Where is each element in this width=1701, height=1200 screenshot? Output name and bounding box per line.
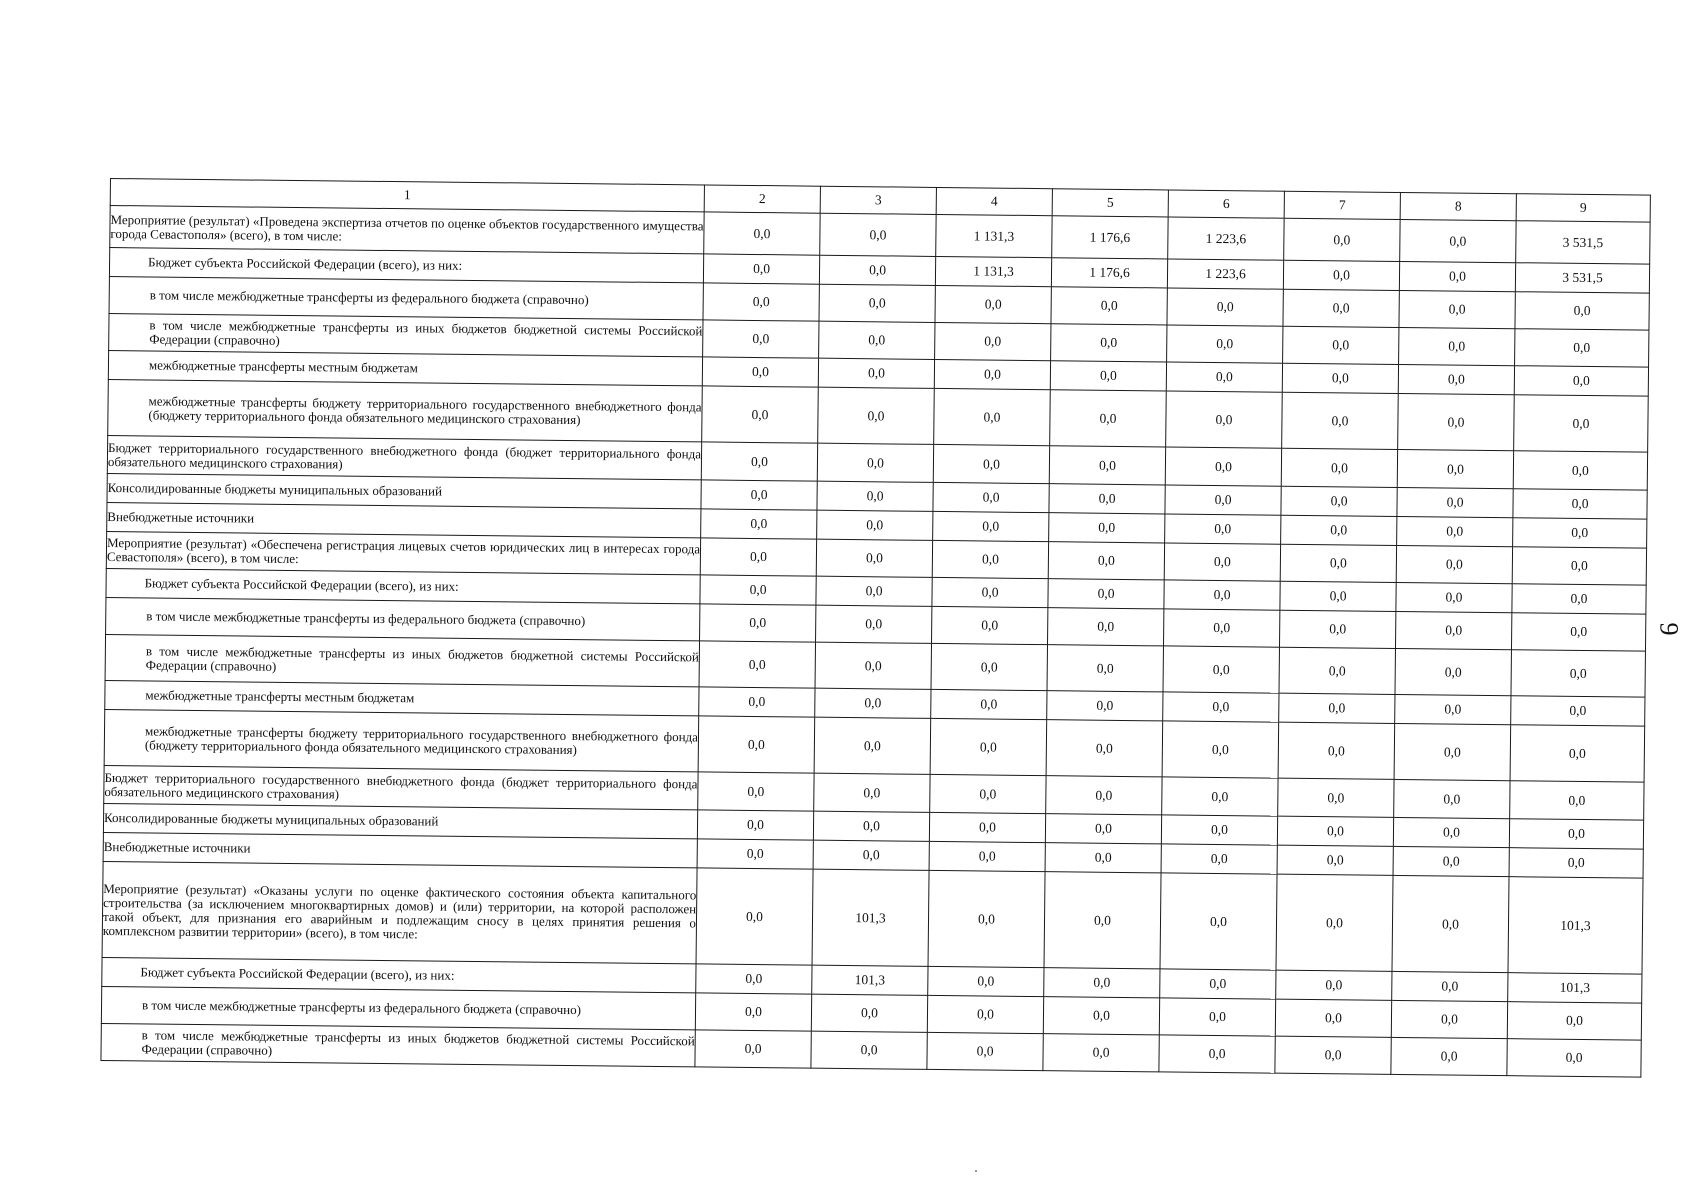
value-cell: 0,0	[928, 870, 1045, 967]
value-cell: 0,0	[1283, 326, 1399, 364]
value-cell: 0,0	[1044, 968, 1160, 998]
value-cell: 0,0	[1276, 970, 1392, 1000]
value-cell: 0,0	[1162, 777, 1278, 816]
row-label: в том числе межбюджетные трансферты из федерального бюджета (справочно)	[106, 597, 700, 640]
value-cell: 0,0	[934, 359, 1050, 389]
value-cell: 0,0	[1283, 260, 1399, 290]
value-cell: 0,0	[1050, 390, 1167, 447]
column-header: 1	[110, 179, 704, 212]
value-cell: 0,0	[704, 212, 820, 255]
value-cell: 0,0	[1164, 580, 1280, 610]
value-cell: 0,0	[1161, 815, 1277, 845]
row-label: Бюджет субъекта Российской Федерации (всего), из них:	[109, 248, 703, 283]
value-cell: 0,0	[815, 688, 931, 718]
value-cell: 0,0	[701, 480, 817, 510]
value-cell: 1 131,3	[936, 214, 1052, 257]
row-label: Бюджет субъекта Российской Федерации (всего), из них:	[102, 957, 696, 992]
value-cell: 3 531,5	[1516, 221, 1650, 264]
value-cell: 0,0	[1513, 489, 1647, 519]
value-cell: 101,3	[1508, 877, 1643, 974]
value-cell: 0,0	[1046, 720, 1163, 777]
value-cell: 0,0	[1513, 451, 1647, 490]
value-cell: 0,0	[1399, 261, 1515, 291]
value-cell: 0,0	[1049, 484, 1165, 514]
value-cell: 0,0	[1049, 446, 1165, 485]
value-cell: 0,0	[928, 966, 1044, 996]
value-cell: 0,0	[1514, 395, 1649, 452]
value-cell: 0,0	[1399, 327, 1515, 365]
row-label: Мероприятие (результат) «Обеспечена регистрация лицевых счетов юридических лиц в интересах города Севастополя» (всего), в том числе:	[106, 531, 700, 574]
value-cell: 0,0	[1391, 1037, 1507, 1075]
value-cell: 0,0	[1166, 362, 1282, 392]
value-cell: 0,0	[819, 321, 935, 359]
value-cell: 0,0	[931, 643, 1047, 690]
value-cell: 0,0	[1048, 542, 1164, 580]
value-cell: 0,0	[819, 255, 935, 285]
value-cell: 0,0	[1509, 848, 1643, 878]
column-header: 5	[1052, 189, 1168, 217]
value-cell: 0,0	[1282, 363, 1398, 393]
column-header: 7	[1284, 191, 1400, 219]
value-cell: 0,0	[819, 284, 935, 322]
value-cell: 0,0	[817, 510, 933, 540]
row-label: межбюджетные трансферты бюджету территориального государственного внебюджетного фонда (бюджету территориального фонда обязательного медицинского страхования)	[104, 709, 699, 771]
value-cell: 0,0	[930, 718, 1047, 775]
value-cell: 0,0	[1280, 544, 1396, 582]
value-cell: 0,0	[698, 716, 815, 773]
document-sheet	[100, 178, 1649, 1078]
value-cell: 0,0	[1398, 393, 1515, 450]
value-cell: 0,0	[1393, 817, 1509, 847]
value-cell: 0,0	[1511, 613, 1645, 651]
value-cell: 0,0	[932, 577, 1048, 607]
row-label: Внебюджетные источники	[107, 502, 701, 537]
value-cell: 0,0	[1395, 648, 1511, 695]
value-cell: 1 176,6	[1051, 258, 1167, 288]
value-cell: 0,0	[927, 1032, 1043, 1070]
value-cell: 0,0	[1048, 608, 1164, 646]
value-cell: 0,0	[813, 840, 929, 870]
value-cell: 0,0	[930, 774, 1046, 813]
value-cell: 0,0	[1284, 218, 1400, 261]
value-cell: 0,0	[1163, 692, 1279, 722]
value-cell: 0,0	[701, 442, 817, 481]
row-label: Консолидированные бюджеты муниципальных образований	[103, 803, 697, 838]
value-cell: 0,0	[1515, 292, 1649, 330]
value-cell: 0,0	[1167, 325, 1283, 363]
budget-table-body	[101, 179, 1650, 1078]
value-cell: 0,0	[1277, 816, 1393, 846]
value-cell: 0,0	[1160, 969, 1276, 999]
value-cell: 0,0	[1047, 645, 1163, 692]
value-cell: 0,0	[1050, 361, 1166, 391]
value-cell: 0,0	[1160, 873, 1277, 970]
value-cell: 0,0	[1275, 1036, 1391, 1074]
value-cell: 0,0	[931, 689, 1047, 719]
value-cell: 0,0	[1166, 391, 1283, 448]
row-label: Бюджет территориального государственного внебюджетного фонда (бюджет территориального фонда обязательного медицинского страхования)	[107, 435, 701, 479]
value-cell: 0,0	[698, 772, 814, 811]
row-label: в том числе межбюджетные трансферты из федерального бюджета (справочно)	[109, 276, 703, 319]
value-cell: 0,0	[1275, 999, 1391, 1037]
row-label: Консолидированные бюджеты муниципальных образований	[107, 473, 701, 508]
value-cell: 0,0	[1167, 288, 1283, 326]
value-cell: 0,0	[1161, 844, 1277, 874]
value-cell: 0,0	[1163, 646, 1279, 693]
value-cell: 0,0	[1278, 722, 1395, 779]
value-cell: 0,0	[1279, 647, 1395, 694]
value-cell: 0,0	[816, 576, 932, 606]
value-cell: 0,0	[1397, 449, 1513, 488]
column-header: 9	[1516, 194, 1650, 222]
value-cell: 0,0	[697, 839, 813, 869]
value-cell: 0,0	[935, 322, 1051, 360]
value-cell: 0,0	[1511, 650, 1645, 697]
value-cell: 0,0	[1165, 514, 1281, 544]
row-label: в том числе межбюджетные трансферты из иных бюджетов бюджетной системы Российской Федерации (справочно)	[101, 1023, 695, 1066]
value-cell: 1 223,6	[1168, 217, 1284, 260]
value-cell: 0,0	[814, 717, 931, 774]
value-cell: 0,0	[1164, 543, 1280, 581]
value-cell: 0,0	[1394, 723, 1511, 780]
value-cell: 0,0	[699, 641, 815, 688]
row-label: Мероприятие (результат) «Проведена экспертиза отчетов по оценке объектов государственного имущества города Севастополя» (всего), в том числе:	[110, 206, 704, 254]
value-cell: 0,0	[1159, 998, 1275, 1036]
value-cell: 0,0	[1514, 366, 1648, 396]
value-cell: 0,0	[1045, 814, 1161, 844]
value-cell: 0,0	[703, 283, 819, 321]
value-cell: 0,0	[700, 575, 816, 605]
value-cell: 0,0	[1047, 691, 1163, 721]
value-cell: 0,0	[703, 254, 819, 284]
value-cell: 0,0	[1507, 1002, 1641, 1040]
value-cell: 0,0	[1512, 584, 1646, 614]
value-cell: 0,0	[1277, 845, 1393, 875]
value-cell: 0,0	[1399, 290, 1515, 328]
value-cell: 0,0	[1279, 693, 1395, 723]
value-cell: 0,0	[695, 993, 811, 1031]
value-cell: 101,3	[812, 965, 928, 995]
row-label: Бюджет территориального государственного внебюджетного фонда (бюджет территориального фонда обязательного медицинского страхования)	[104, 765, 698, 809]
value-cell: 0,0	[929, 841, 1045, 871]
value-cell: 101,3	[812, 869, 929, 966]
value-cell: 0,0	[697, 810, 813, 840]
value-cell: 0,0	[1281, 486, 1397, 516]
value-cell: 0,0	[1392, 875, 1509, 972]
value-cell: 0,0	[1283, 289, 1399, 327]
row-label: межбюджетные трансферты местным бюджетам	[105, 680, 699, 715]
value-cell: 0,0	[1392, 971, 1508, 1001]
table-row	[102, 861, 1643, 974]
value-cell: 0,0	[818, 358, 934, 388]
value-cell: 0,0	[814, 773, 930, 812]
value-cell: 0,0	[695, 1030, 811, 1068]
value-cell: 0,0	[1510, 781, 1644, 820]
value-cell: 0,0	[1509, 819, 1643, 849]
value-cell: 0,0	[1511, 696, 1645, 726]
value-cell: 0,0	[1043, 997, 1159, 1035]
value-cell: 0,0	[1397, 516, 1513, 546]
value-cell: 0,0	[1400, 219, 1516, 262]
value-cell: 0,0	[1276, 874, 1393, 971]
value-cell: 0,0	[1515, 329, 1649, 367]
column-header: 2	[704, 185, 820, 213]
value-cell: 0,0	[1393, 846, 1509, 876]
value-cell: 0,0	[1163, 609, 1279, 647]
value-cell: 0,0	[1396, 582, 1512, 612]
value-cell: 0,0	[702, 386, 819, 443]
value-cell: 0,0	[699, 687, 815, 717]
value-cell: 0,0	[700, 538, 816, 576]
value-cell: 0,0	[1045, 843, 1161, 873]
column-header: 8	[1400, 192, 1516, 220]
value-cell: 1 223,6	[1167, 259, 1283, 289]
value-cell: 0,0	[702, 357, 818, 387]
value-cell: 0,0	[696, 868, 813, 965]
value-cell: 0,0	[818, 387, 935, 444]
row-label: в том числе межбюджетные трансферты из иных бюджетов бюджетной системы Российской Федерации (справочно)	[109, 313, 703, 356]
value-cell: 0,0	[701, 509, 817, 539]
value-cell: 1 176,6	[1052, 216, 1168, 259]
value-cell: 0,0	[1512, 547, 1646, 585]
row-label: межбюджетные трансферты бюджету территориального государственного внебюджетного фонда (бюджету территориального фонда обязательного медицинского страхования)	[108, 379, 703, 441]
row-label: межбюджетные трансферты местным бюджетам	[108, 350, 702, 385]
value-cell: 0,0	[1507, 1039, 1641, 1077]
row-label: Мероприятие (результат) «Оказаны услуги по оценке фактического состояния объекта капитального строительства (за исключением многоквартирных домов) и (или) территории, на которой расположен такой объект, для признания его аварийным и подлежащим сносу в целях принятия решения о комплексном развитии территории» (всего), в том числе:	[102, 861, 697, 963]
value-cell: 0,0	[1159, 1035, 1275, 1073]
value-cell: 0,0	[1513, 518, 1647, 548]
value-cell: 0,0	[1281, 448, 1397, 487]
value-cell: 0,0	[1044, 872, 1161, 969]
budget-table	[100, 178, 1650, 1078]
value-cell: 0,0	[1395, 611, 1511, 649]
value-cell: 0,0	[811, 994, 927, 1032]
value-cell: 0,0	[820, 213, 936, 256]
value-cell: 101,3	[1508, 973, 1642, 1003]
value-cell: 0,0	[933, 511, 1049, 541]
value-cell: 0,0	[932, 540, 1048, 578]
value-cell: 0,0	[929, 812, 1045, 842]
value-cell: 0,0	[811, 1031, 927, 1069]
value-cell: 0,0	[1051, 287, 1167, 325]
value-cell: 0,0	[817, 443, 933, 482]
value-cell: 0,0	[1043, 1034, 1159, 1072]
row-label: Внебюджетные источники	[103, 832, 697, 867]
value-cell: 0,0	[1162, 721, 1279, 778]
value-cell: 3 531,5	[1515, 263, 1649, 293]
row-label: в том числе межбюджетные трансферты из иных бюджетов бюджетной системы Российской Федерации (справочно)	[105, 634, 699, 686]
value-cell: 0,0	[932, 606, 1048, 644]
row-label: Бюджет субъекта Российской Федерации (всего), из них:	[106, 568, 700, 603]
value-cell: 0,0	[1280, 581, 1396, 611]
scan-speck	[975, 1170, 977, 1172]
value-cell: 0,0	[696, 964, 812, 994]
value-cell: 0,0	[935, 285, 1051, 323]
value-cell: 0,0	[816, 605, 932, 643]
value-cell: 0,0	[1396, 545, 1512, 583]
column-header: 4	[936, 187, 1052, 215]
value-cell: 0,0	[1165, 447, 1281, 486]
value-cell: 0,0	[1281, 515, 1397, 545]
row-label: в том числе межбюджетные трансферты из федерального бюджета (справочно)	[101, 986, 695, 1029]
value-cell: 0,0	[816, 539, 932, 577]
value-cell: 0,0	[1398, 364, 1514, 394]
value-cell: 0,0	[1397, 487, 1513, 517]
value-cell: 0,0	[1279, 610, 1395, 648]
value-cell: 0,0	[1046, 776, 1162, 815]
value-cell: 0,0	[1395, 694, 1511, 724]
value-cell: 0,0	[703, 320, 819, 358]
value-cell: 0,0	[1165, 485, 1281, 515]
value-cell: 1 131,3	[935, 256, 1051, 286]
value-cell: 0,0	[815, 642, 931, 689]
value-cell: 0,0	[1048, 579, 1164, 609]
value-cell: 0,0	[1051, 324, 1167, 362]
page-number: 9	[1654, 622, 1684, 636]
value-cell: 0,0	[1510, 725, 1645, 782]
value-cell: 0,0	[1049, 513, 1165, 543]
column-header: 3	[820, 186, 936, 214]
value-cell: 0,0	[813, 811, 929, 841]
value-cell: 0,0	[933, 444, 1049, 483]
value-cell: 0,0	[1282, 392, 1399, 449]
value-cell: 0,0	[700, 604, 816, 642]
value-cell: 0,0	[933, 482, 1049, 512]
column-header: 6	[1168, 190, 1284, 218]
value-cell: 0,0	[1391, 1000, 1507, 1038]
value-cell: 0,0	[1278, 778, 1394, 817]
value-cell: 0,0	[1394, 779, 1510, 818]
value-cell: 0,0	[927, 995, 1043, 1033]
value-cell: 0,0	[934, 388, 1051, 445]
value-cell: 0,0	[817, 481, 933, 511]
